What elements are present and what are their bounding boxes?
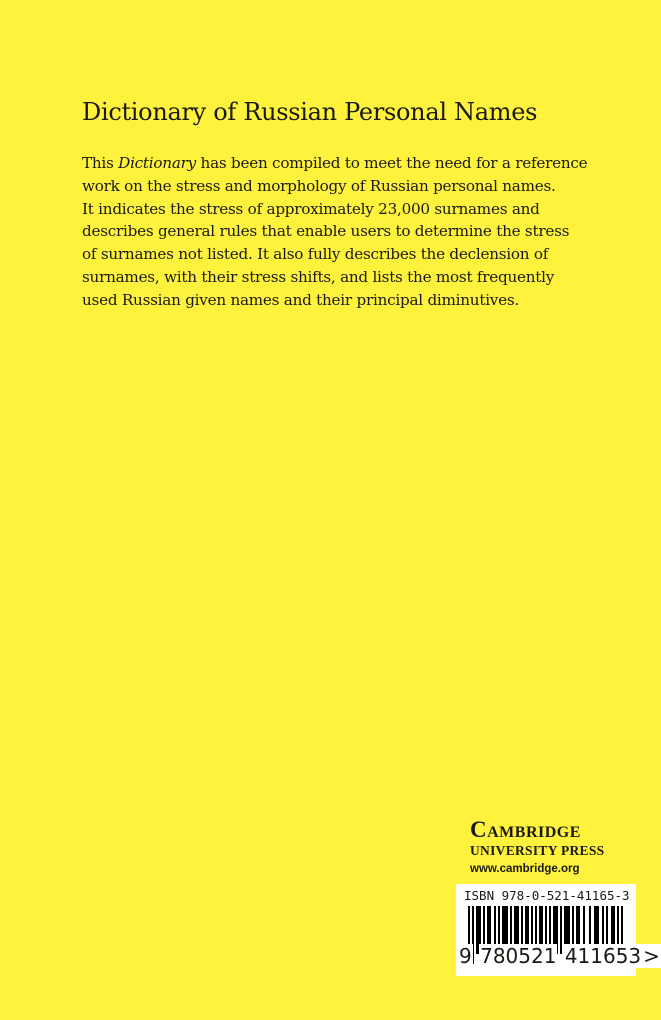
description-line-1 xyxy=(82,152,602,175)
description-line-7: used Russian given names and their principal diminutives. xyxy=(82,290,519,309)
ean-first-digit: 9 xyxy=(459,944,472,968)
ean-group-2: 411653 xyxy=(564,944,642,968)
book-description xyxy=(82,152,602,312)
publisher-name: Cambridge xyxy=(470,817,581,842)
isbn-label: ISBN 978-0-521-41165-3 xyxy=(464,888,630,903)
book-title: Dictionary of Russian Personal Names xyxy=(82,98,538,126)
publisher-logo xyxy=(470,818,640,877)
description-line-3: It indicates the stress of approximately 23,000 surnames and xyxy=(82,199,540,218)
description-text: has been compiled to meet the need for a reference xyxy=(195,154,588,172)
description-line-2: work on the stress and morphology of Russian personal names. xyxy=(82,176,556,195)
description-italic-title: Dictionary xyxy=(118,154,196,172)
publisher-subtitle: UNIVERSITY PRESS xyxy=(470,843,605,858)
publisher-url: www.cambridge.org xyxy=(470,863,580,875)
ean-marker: > xyxy=(643,944,660,968)
description-line-6: surnames, with their stress shifts, and lists the most frequently xyxy=(82,267,555,286)
isbn-barcode xyxy=(456,884,660,976)
ean-digits xyxy=(458,944,661,968)
ean-group-1: 780521 xyxy=(480,944,557,968)
description-line-4: describes general rules that enable users to determine the stress xyxy=(82,222,570,241)
description-text: This xyxy=(82,154,119,172)
description-line-5: of surnames not listed. It also fully describes the declension of xyxy=(82,245,549,264)
